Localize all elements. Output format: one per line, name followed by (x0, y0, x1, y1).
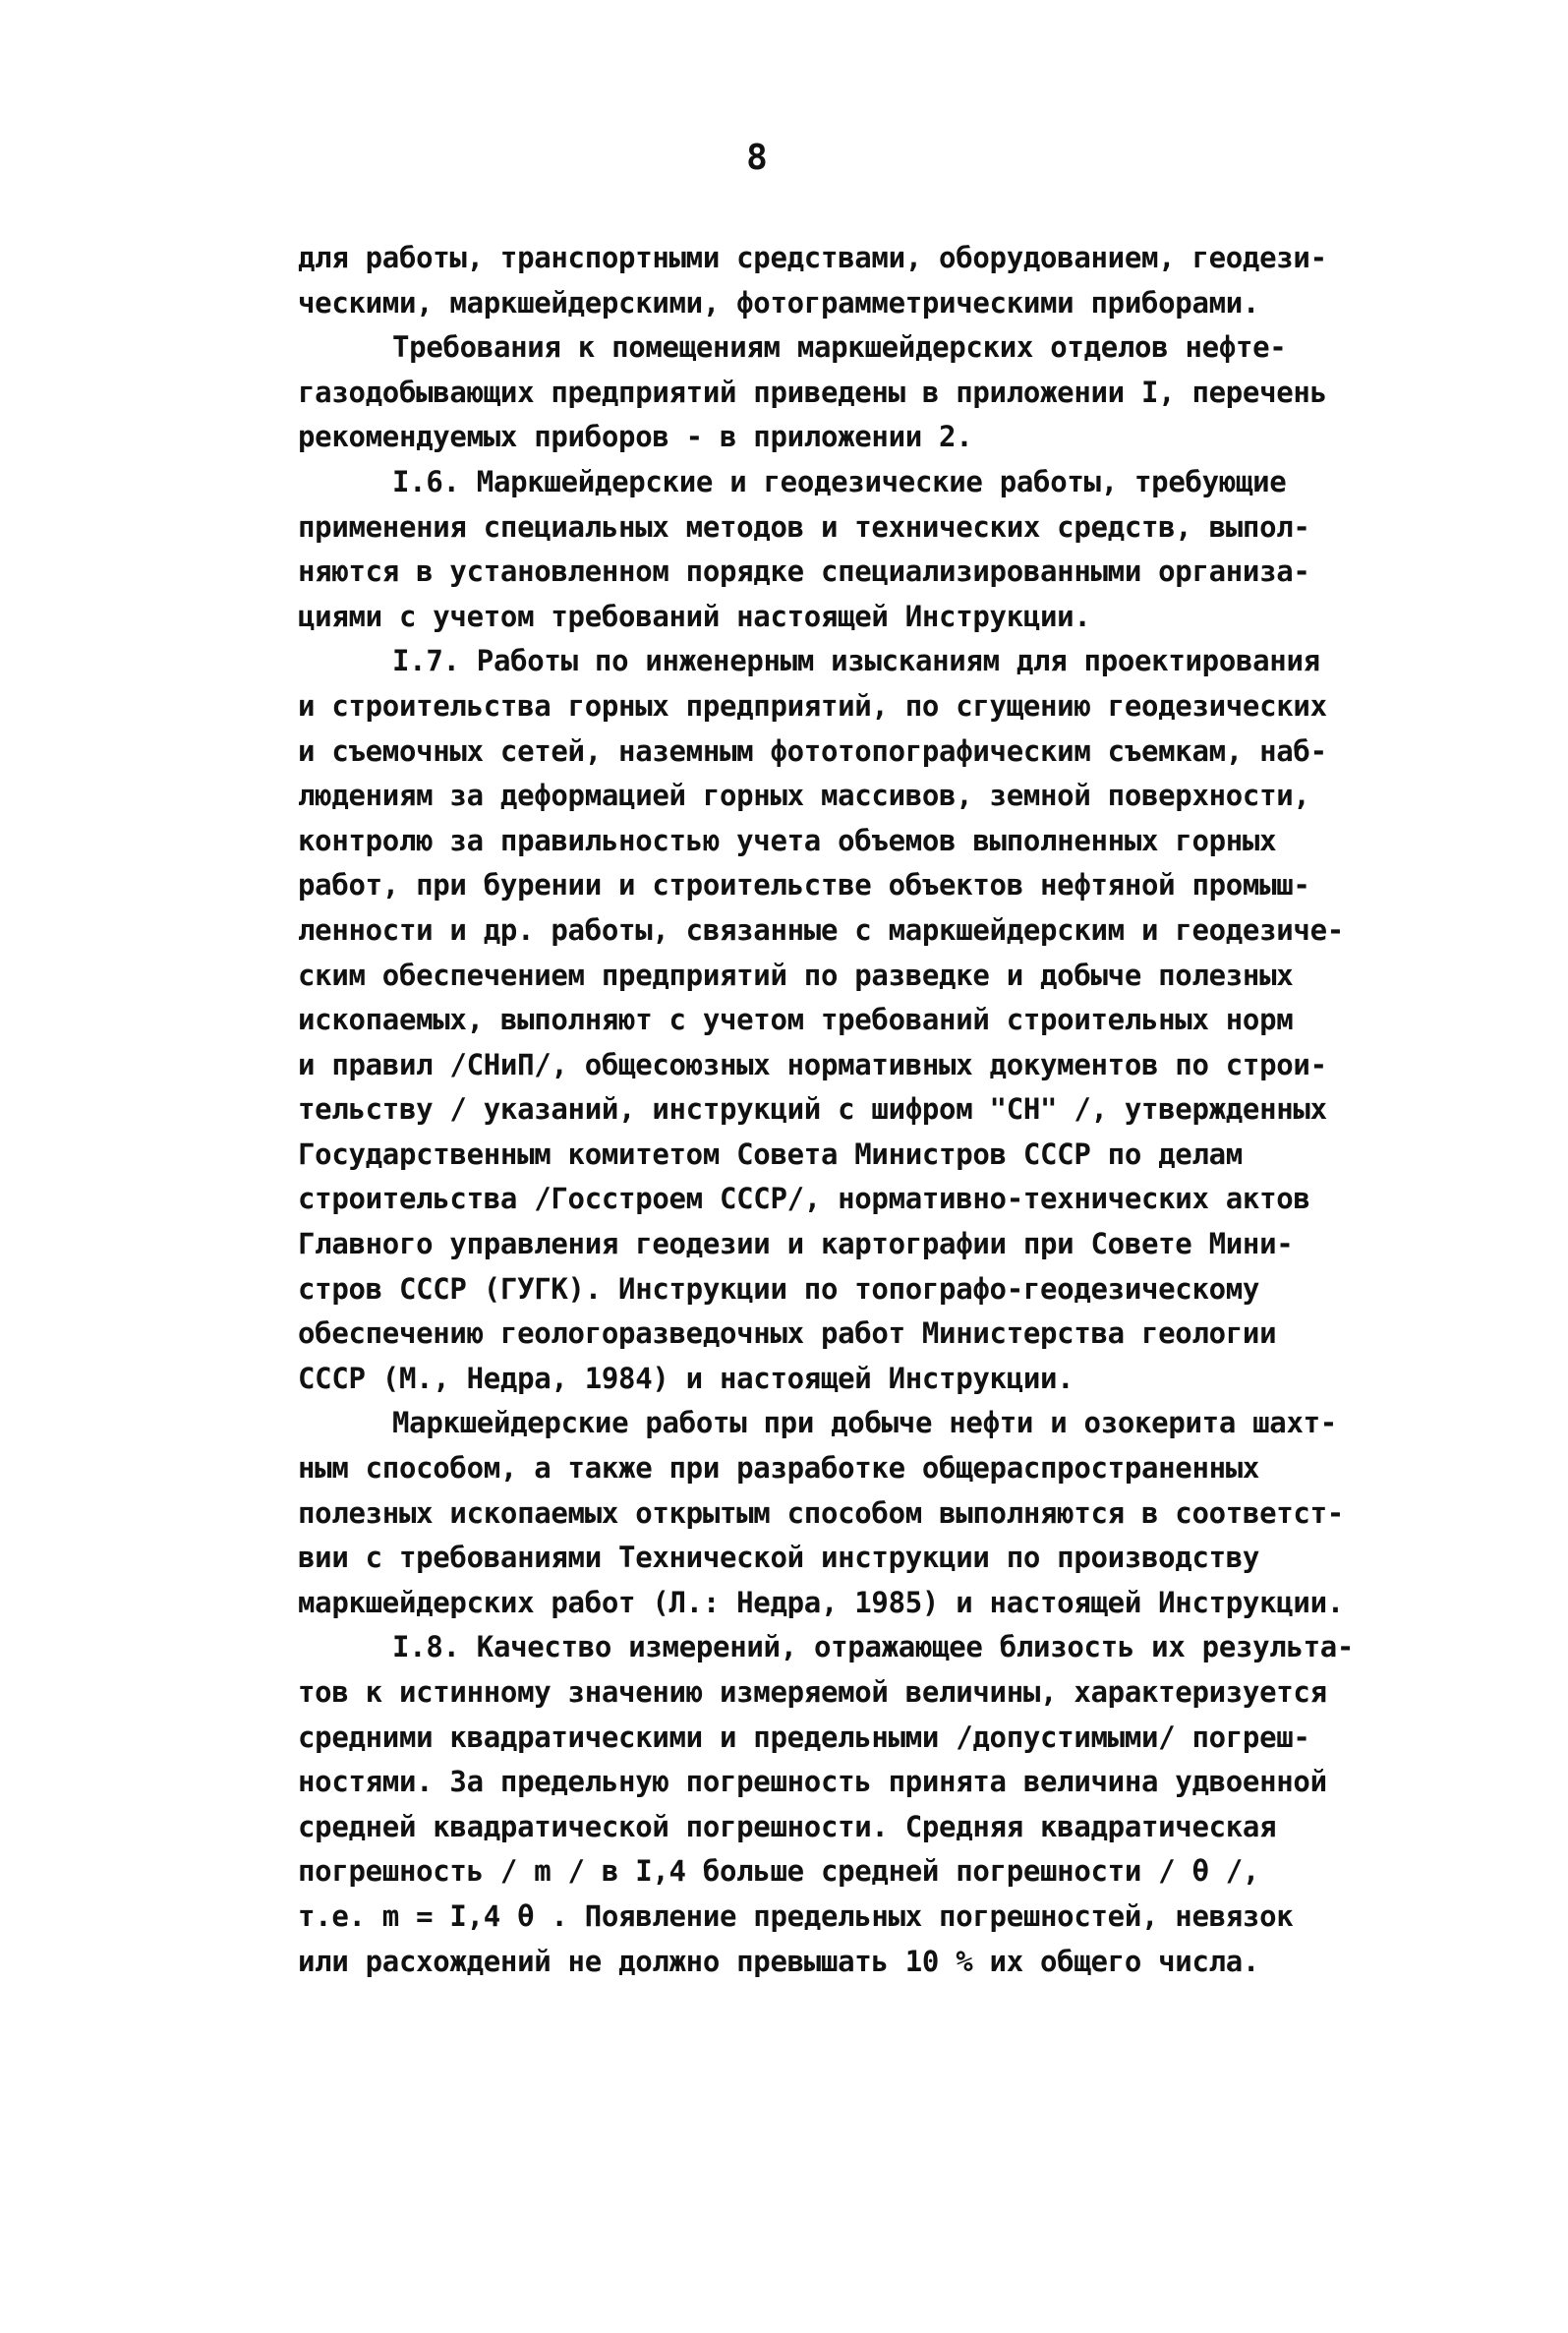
page-number: 8 (746, 138, 768, 178)
text-line: и строительства горных предприятий, по сгущению геодезических (298, 688, 1327, 723)
text-line: работ, при бурении и строительстве объектов нефтяной промыш- (298, 868, 1310, 903)
text-line: средними квадратическими и предельными /допустимыми/ погреш- (298, 1720, 1310, 1754)
text-line: газодобывающих предприятий приведены в приложении I, перечень (298, 375, 1327, 409)
text-line: ископаемых, выполняют с учетом требований строительных норм (298, 1003, 1294, 1037)
text-line: т.е. m = I,4 θ . Появление предельных погрешностей, невязок (298, 1898, 1294, 1933)
text-line: ским обеспечением предприятий по разведке и добыче полезных (298, 958, 1294, 992)
text-line: Государственным комитетом Совета Министров СССР по делам (298, 1137, 1243, 1171)
text-line: I.7. Работы по инженерным изысканиям для проектирования (392, 644, 1320, 678)
text-line: тельству / указаний, инструкций с шифром "СН" /, утвержденных (298, 1092, 1327, 1127)
text-line: рекомендуемых приборов - в приложении 2. (298, 420, 973, 454)
body-text (298, 236, 1428, 1984)
text-line: ностями. За предельную погрешность принята величина удвоенной (298, 1765, 1327, 1799)
text-line: применения специальных методов и технических средств, выпол- (298, 509, 1310, 544)
text-line: ным способом, а также при разработке общераспространенных (298, 1451, 1260, 1486)
text-line: тов к истинному значению измеряемой величины, характеризуется (298, 1675, 1327, 1709)
text-line: полезных ископаемых открытым способом выполняются в соответст- (298, 1495, 1344, 1530)
text-line: строительства /Госстроем СССР/, нормативно-технических актов (298, 1182, 1310, 1216)
text-line: Главного управления геодезии и картографии при Совете Мини- (298, 1227, 1294, 1261)
text-line: контролю за правильностью учета объемов выполненных горных (298, 823, 1277, 857)
text-line: или расхождений не должно превышать 10 % их общего числа. (298, 1944, 1260, 1978)
text-line: ческими, маркшейдерскими, фотограмметрическими приборами. (298, 285, 1260, 320)
text-line: I.8. Качество измерений, отражающее близость их результа- (392, 1630, 1355, 1664)
text-line: Требования к помещениям маркшейдерских отделов нефте- (392, 330, 1287, 365)
text-line: вии с требованиями Технической инструкции по производству (298, 1541, 1260, 1575)
text-line: средней квадратической погрешности. Средняя квадратическая (298, 1809, 1277, 1843)
text-line: стров СССР (ГУГК). Инструкции по топографо-геодезическому (298, 1271, 1260, 1306)
text-line: и правил /СНиП/, общесоюзных нормативных документов по строи- (298, 1047, 1327, 1081)
text-line: ленности и др. работы, связанные с маркшейдерским и геодезиче- (298, 912, 1344, 947)
text-line: СССР (М., Недра, 1984) и настоящей Инструкции. (298, 1361, 1074, 1395)
text-line: людениям за деформацией горных массивов, земной поверхности, (298, 779, 1310, 813)
text-line: обеспечению геологоразведочных работ Министерства геологии (298, 1316, 1277, 1351)
text-line: циями с учетом требований настоящей Инструкции. (298, 599, 1091, 633)
text-line: и съемочных сетей, наземным фототопографическим съемкам, наб- (298, 733, 1327, 768)
text-line: для работы, транспортными средствами, оборудованием, геодези- (298, 241, 1327, 274)
text-line: I.6. Маркшейдерские и геодезические работы, требующие (392, 464, 1287, 498)
text-line: погрешность / m / в I,4 больше средней погрешности / θ /, (298, 1854, 1260, 1889)
text-line: Маркшейдерские работы при добыче нефти и озокерита шахт- (392, 1406, 1337, 1440)
text-line: няются в установленном порядке специализированными организа- (298, 554, 1310, 589)
text-line: маркшейдерских работ (Л.: Недра, 1985) и настоящей Инструкции. (298, 1585, 1344, 1619)
